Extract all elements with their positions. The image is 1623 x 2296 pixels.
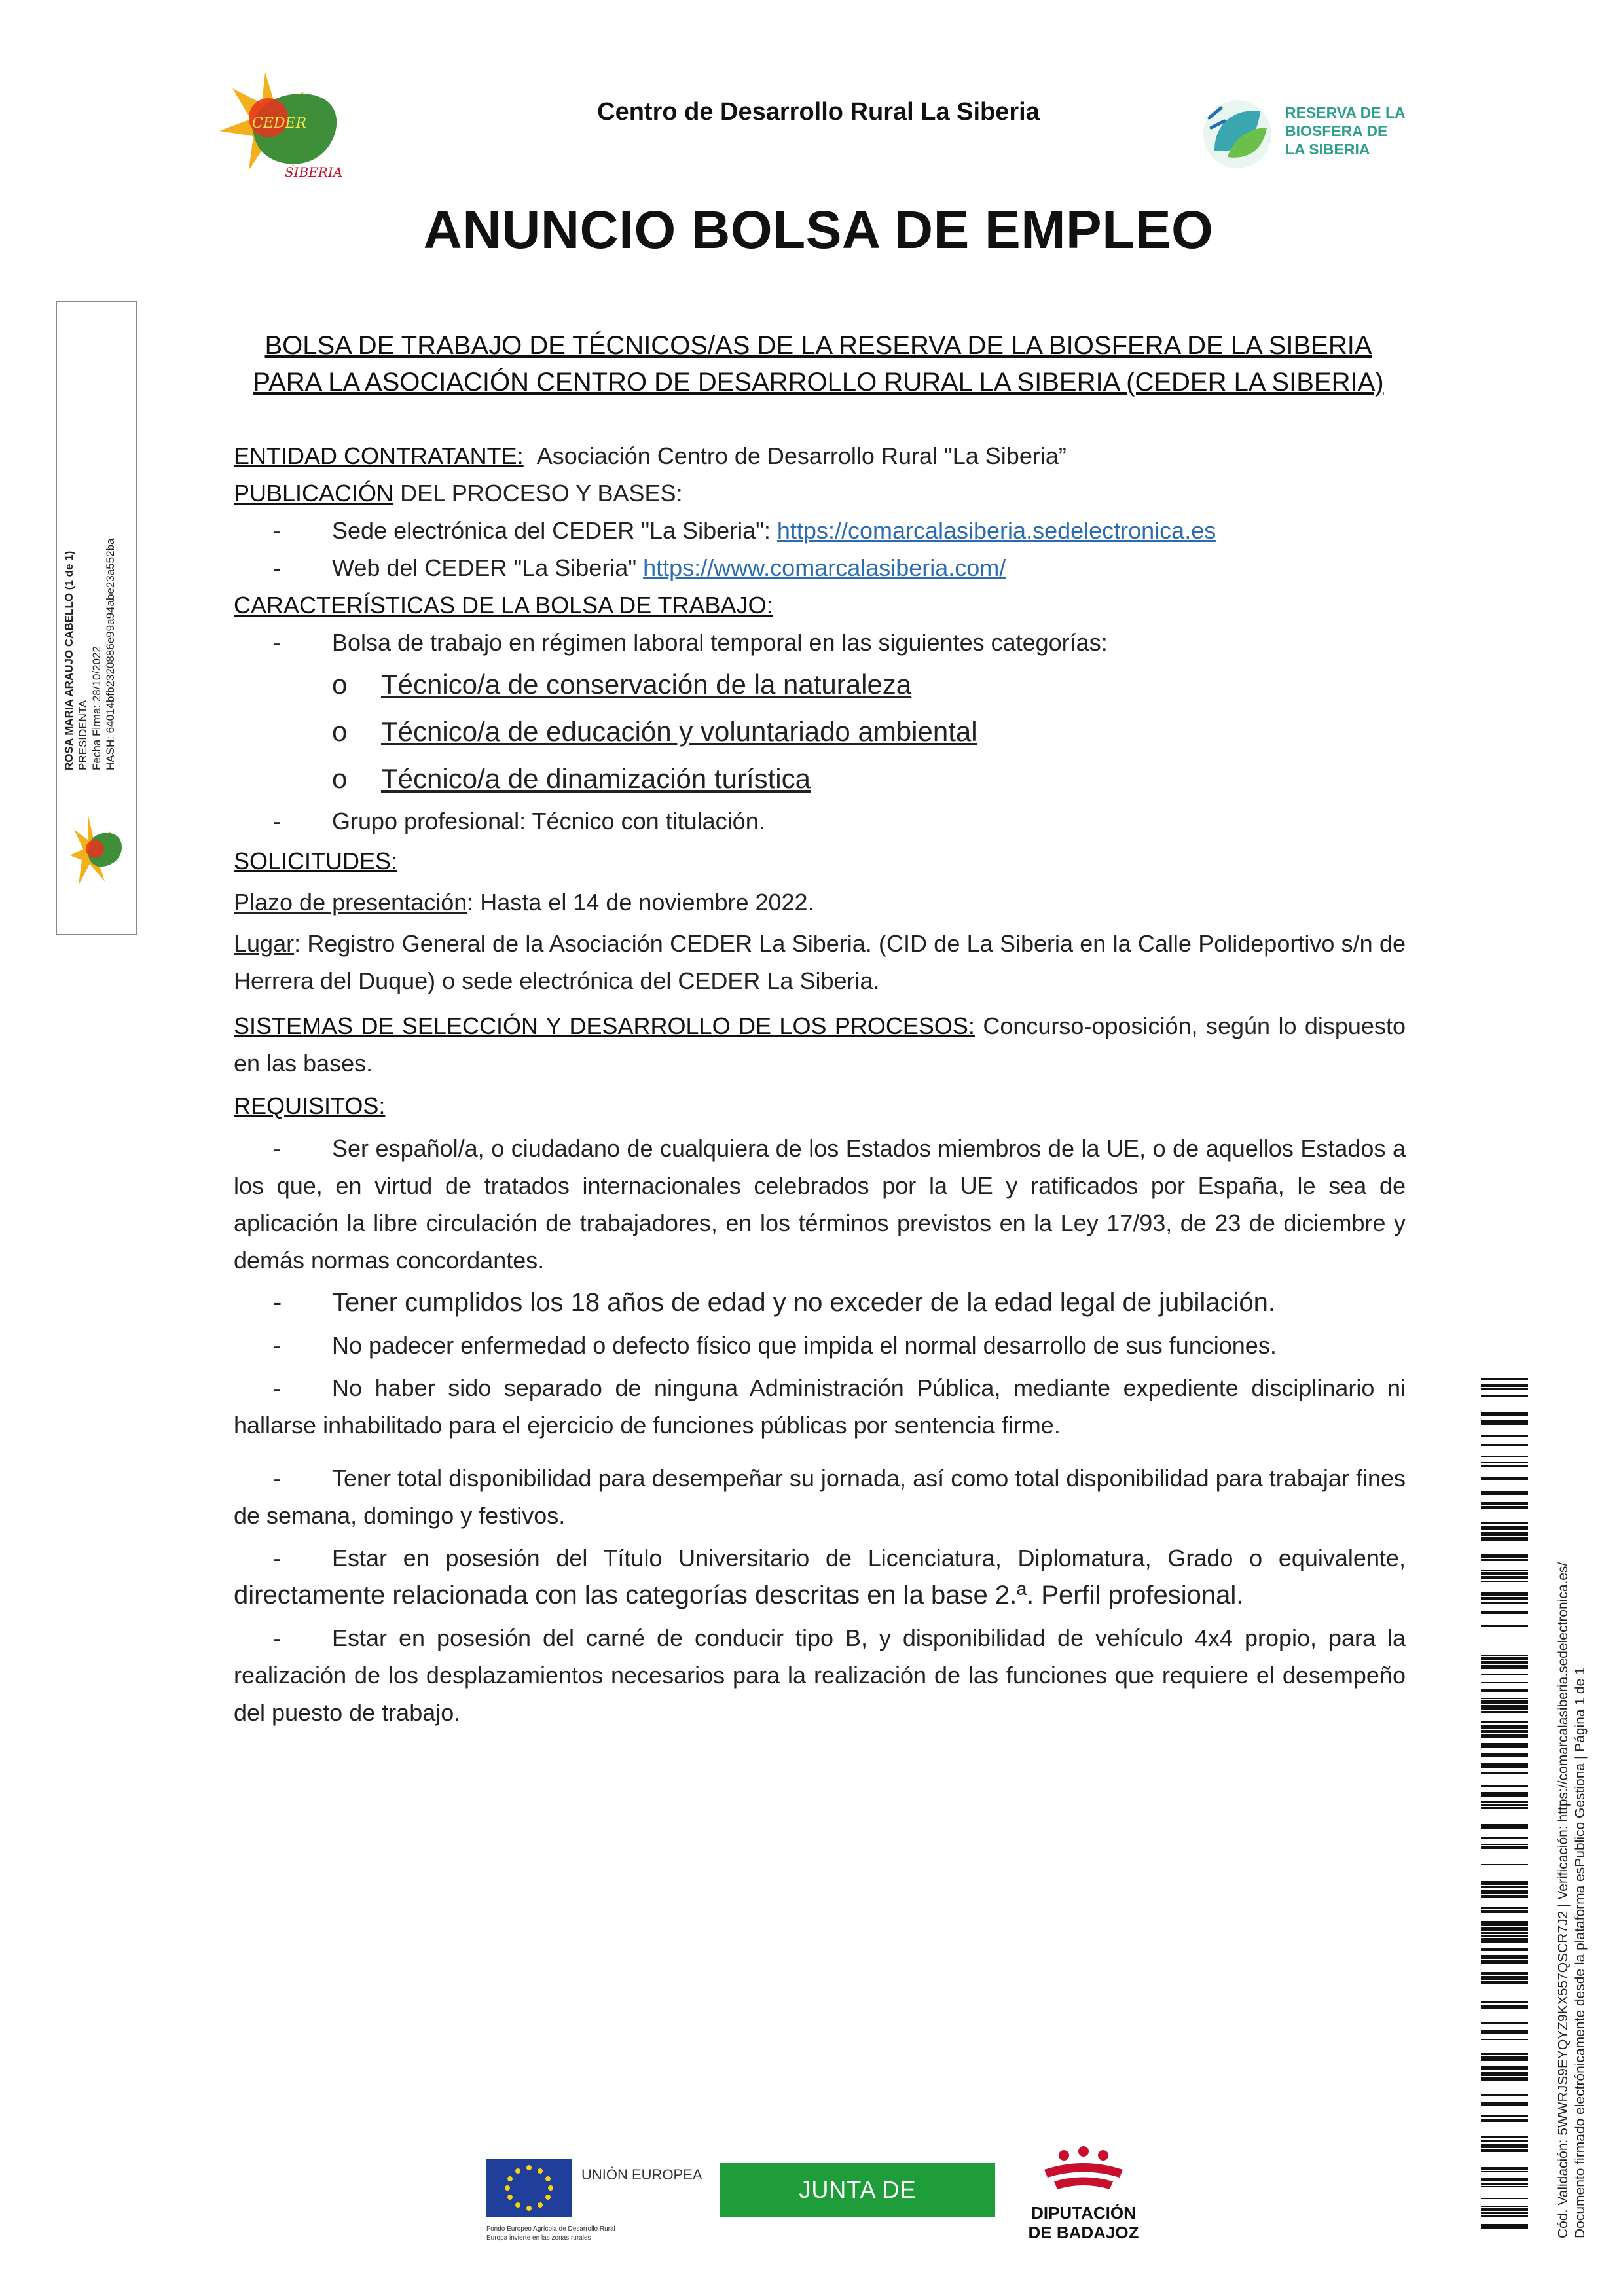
plazo-presentacion: Plazo de presentación: Hasta el 14 de noviembre 2022. bbox=[234, 889, 814, 916]
grupo-profesional: - Grupo profesional: Técnico con titulación. bbox=[273, 808, 765, 834]
biosfera-leaf-icon bbox=[1195, 92, 1280, 177]
requisitos-heading: REQUISITOS: bbox=[234, 1092, 386, 1119]
barcode-icon bbox=[1481, 1378, 1528, 2229]
signature-stamp bbox=[56, 301, 137, 935]
requisito-item: - No haber sido separado de ninguna Administración Pública, mediante expediente disciplinario ni hallarse inhabilitado para el ejercicio de funciones públicas por sentencia firme. bbox=[234, 1374, 1406, 1439]
reserva-biosfera-text: RESERVA DE LA BIOSFERA DE LA SIBERIA bbox=[1285, 104, 1406, 158]
union-europea-logo bbox=[486, 2153, 716, 2242]
svg-text:CEDER: CEDER bbox=[252, 115, 307, 132]
svg-text:Fondo Europeo Agrícola de Desa: Fondo Europeo Agrícola de Desarrollo Rural bbox=[486, 2225, 615, 2233]
publicacion-item-sede: - Sede electrónica del CEDER "La Siberia": https://comarcalasiberia.sedelectronica.es bbox=[273, 517, 1216, 544]
requisito-item: - Tener total disponibilidad para desempeñar su jornada, así como total disponibilidad para trabajar fines de semana, domingo y festivos. bbox=[234, 1465, 1406, 1529]
publicacion-heading: PUBLICACIÓN DEL PROCESO Y BASES: bbox=[234, 480, 683, 507]
svg-text:UNIÓN EUROPEA: UNIÓN EUROPEA bbox=[581, 2166, 702, 2183]
requisito-item: - No padecer enfermedad o defecto físico que impida el normal desarrollo de sus funciones. bbox=[273, 1332, 1277, 1359]
announcement-subtitle: BOLSA DE TRABAJO DE TÉCNICOS/AS DE LA RESERVA DE LA BIOSFERA DE LA SIBERIA PARA LA ASOCIACIÓN CENTRO DE DESARROLLO RURAL LA SIBERIA (CEDER LA SIBERIA) bbox=[253, 331, 1384, 397]
svg-text:DIPUTACIÓN: DIPUTACIÓN bbox=[1031, 2203, 1136, 2223]
reserva-biosfera-logo bbox=[1195, 92, 1431, 177]
requisito-item: - Estar en posesión del Título Universitario de Licenciatura, Diplomatura, Grado o equivalente, directamente relacionada con las categorías descritas en la base 2.ª. Perfil profesional. bbox=[234, 1545, 1406, 1609]
diputacion-badajoz-logo bbox=[1018, 2144, 1149, 2248]
document-title: ANUNCIO BOLSA DE EMPLEO bbox=[423, 200, 1214, 260]
requisito-item: - Tener cumplidos los 18 años de edad y no exceder de la edad legal de jubilación. bbox=[273, 1288, 1275, 1317]
ceder-sun-logo-icon bbox=[213, 65, 360, 183]
entidad-contratante: ENTIDAD CONTRATANTE: Asociación Centro de Desarrollo Rural "La Siberia” bbox=[234, 442, 1067, 469]
ceder-small-logo-icon bbox=[69, 813, 124, 891]
validation-barcode bbox=[1481, 1378, 1528, 2229]
ceder-logo bbox=[213, 65, 360, 183]
sistemas-seleccion: SISTEMAS DE SELECCIÓN Y DESARROLLO DE LOS PROCESOS: Concurso-oposición, según lo dispuesto en las bases. bbox=[234, 1013, 1406, 1077]
lugar-presentacion: Lugar: Registro General de la Asociación CEDER La Siberia. (CID de La Siberia en la Calle Polideportivo s/n de Herrera del Duque) o sede electrónica del CEDER La Siberia. bbox=[234, 930, 1406, 994]
web-ceder-link[interactable]: https://www.comarcalasiberia.com/ bbox=[643, 554, 1006, 581]
solicitudes-heading: SOLICITUDES: bbox=[234, 848, 398, 874]
document-body bbox=[234, 437, 1406, 1731]
caracteristicas-intro: - Bolsa de trabajo en régimen laboral temporal en las siguientes categorías: bbox=[273, 629, 1108, 656]
validation-text: Cód. Validación: 5WWRJS9EYQYZ9KX557QSCR7J2 | Verificación: https://comarcalasiberia.sedelectronica.es/ Documento firmado electrónicamente desde la plataforma esPublico Gestiona | Página 1 de 1 bbox=[1556, 1562, 1588, 2238]
diputacion-emblem-icon bbox=[1044, 2146, 1123, 2189]
requisito-item: - Estar en posesión del carné de conducir tipo B, y disponibilidad de vehículo 4x4 propio, para la realización de los desplazamientos necesarios para la realización de las funciones que requiere el desempeño del puesto de trabajo. bbox=[234, 1624, 1406, 1726]
junta-extremadura-logo: JUNTA DE EXTREMADURA bbox=[720, 2163, 995, 2217]
sede-electronica-link[interactable]: https://comarcalasiberia.sedelectronica.es bbox=[776, 517, 1216, 544]
categoria-item: o Técnico/a de conservación de la naturaleza bbox=[332, 669, 912, 700]
signature-text: ROSA MARIA ARAUJO CABELLO (1 de 1) PRESIDENTA Fecha Firma: 28/10/2022 HASH: 64014bfb2320886e99a94abe23a552ba bbox=[63, 538, 117, 770]
requisito-item: - Ser español/a, o ciudadano de cualquiera de los Estados miembros de la UE, o de aquellos Estados a los que, en virtud de tratados internacionales celebrados por la UE y ratificados por España, le sea de aplicación la libre circulación de trabajadores, en los términos previstos en la Ley 17/93, de 23 de diciembre y demás normas concordantes. bbox=[234, 1135, 1406, 1274]
svg-text:SIBERIA: SIBERIA bbox=[285, 164, 343, 180]
publicacion-item-web: - Web del CEDER "La Siberia" https://www.comarcalasiberia.com/ bbox=[273, 554, 1006, 581]
svg-text:DE BADAJOZ: DE BADAJOZ bbox=[1028, 2223, 1139, 2242]
categoria-item: o Técnico/a de dinamización turística bbox=[332, 763, 811, 794]
caracteristicas-heading: CARACTERÍSTICAS DE LA BOLSA DE TRABAJO: bbox=[234, 592, 773, 619]
svg-text:Europa invierte en las zonas r: Europa invierte en las zonas rurales bbox=[486, 2234, 591, 2242]
header-organization: Centro de Desarrollo Rural La Siberia bbox=[597, 98, 1040, 126]
categoria-item: o Técnico/a de educación y voluntariado ambiental bbox=[332, 716, 977, 747]
